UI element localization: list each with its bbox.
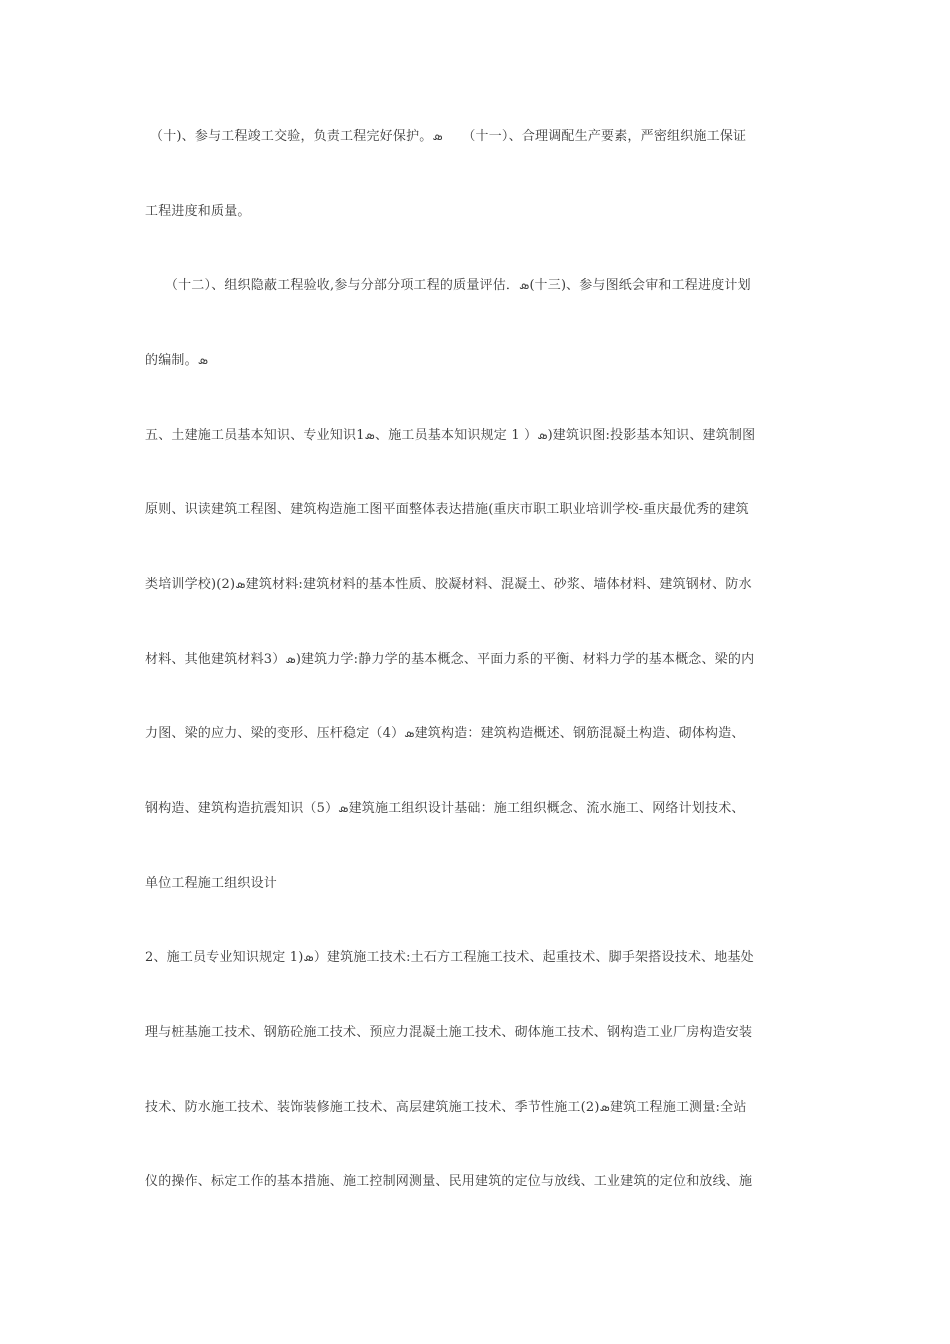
- text-line-1: （十)、参与工程竣工交验，负责工程完好保护。ܣ （十一）、合理调配生产要素，严密组织施工保证: [150, 129, 747, 144]
- text-line-15: 仪的操作、标定工作的基本措施、施工控制网测量、民用建筑的定位与放线、工业建筑的定位和放线、施: [145, 1174, 753, 1189]
- text-line-13: 理与桩基施工技术、钢筋砼施工技术、预应力混凝土施工技术、砌体施工技术、钢构造工业厂房构造安装: [145, 1025, 753, 1040]
- text-line-3: （十二）、组织隐蔽工程验收,参与分部分项工程的质量评估．ܣ(十三)、参与图纸会审和工程进度计划: [145, 278, 751, 293]
- text-line-9: 力图、梁的应力、梁的变形、压杆稳定（4）ܣ建筑构造：建筑构造概述、钢筋混凝土构造、砌体构造、: [145, 726, 745, 741]
- text-line-11: 单位工程施工组织设计: [145, 876, 278, 891]
- text-line-6: 原则、识读建筑工程图、建筑构造施工图平面整体表达措施(重庆市职工职业培训学校-重庆最优秀的建筑: [145, 502, 749, 517]
- text-line-2: 工程进度和质量。: [145, 204, 251, 219]
- text-line-7: 类培训学校)(2)ܣ建筑材料:建筑材料的基本性质、胶凝材料、混凝土、砂浆、墙体材料、建筑钢材、防水: [145, 577, 752, 592]
- text-line-8: 材料、其他建筑材料3）ܣ)建筑力学:静力学的基本概念、平面力系的平衡、材料力学的基本概念、梁的内: [145, 652, 755, 667]
- text-line-5: 五、土建施工员基本知识、专业知识1ܣ、施工员基本知识规定 1 ）ܣ)建筑识图:投影基本知识、建筑制图: [145, 428, 756, 443]
- text-line-10: 钢构造、建筑构造抗震知识（5）ܣ建筑施工组织设计基础：施工组织概念、流水施工、网络计划技术、: [145, 801, 745, 816]
- text-line-4: 的编制。ܣ: [145, 353, 209, 368]
- text-line-14: 技术、防水施工技术、装饰装修施工技术、高层建筑施工技术、季节性施工(2)ܣ建筑工程施工测量:全站: [145, 1100, 747, 1115]
- text-line-12: 2、施工员专业知识规定 1)ܣ）建筑施工技术:土石方工程施工技术、起重技术、脚手架搭设技术、地基处: [145, 950, 754, 965]
